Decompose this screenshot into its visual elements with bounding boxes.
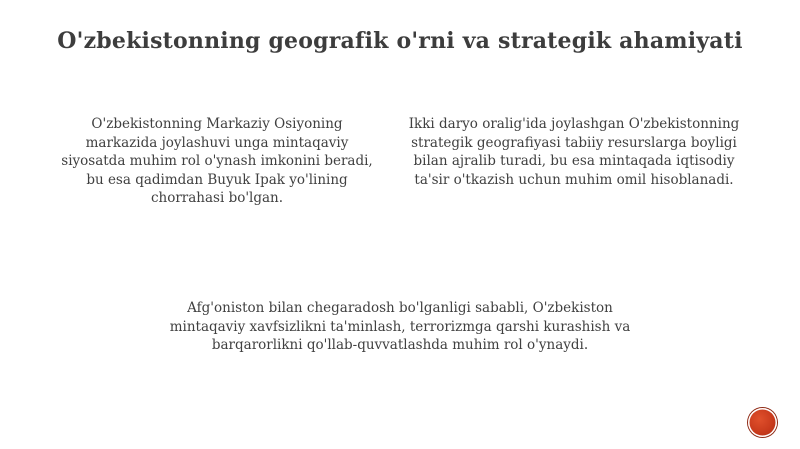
slide-title: O'zbekistonning geografik o'rni va strategik ahamiyati <box>57 28 743 54</box>
paragraph-right: Ikki daryo oralig'ida joylashgan O'zbekistonning strategik geografiyasi tabiiy resurslarga boyligi bilan ajralib turadi, bu esa mintaqada iqtisodiy ta'sir o'tkazish uchun muhim omil hisoblanadi. <box>408 116 740 188</box>
paragraph-bottom: Afg'oniston bilan chegaradosh bo'lganligi sababli, O'zbekiston mintaqaviy xavfsizlikni ta'minlash, terrorizmga qarshi kurashish va barqarorlikni qo'llab-quvvatlashda muhim rol o'ynaydi. <box>169 300 631 353</box>
paragraph-left: O'zbekistonning Markaziy Osiyoning markazida joylashuvi unga mintaqaviy siyosatda muhim rol o'ynash imkonini beradi, bu esa qadimdan Buyuk Ipak yo'lining chorrahasi bo'lgan. <box>61 116 373 206</box>
next-slide-circle-icon[interactable] <box>748 408 777 437</box>
